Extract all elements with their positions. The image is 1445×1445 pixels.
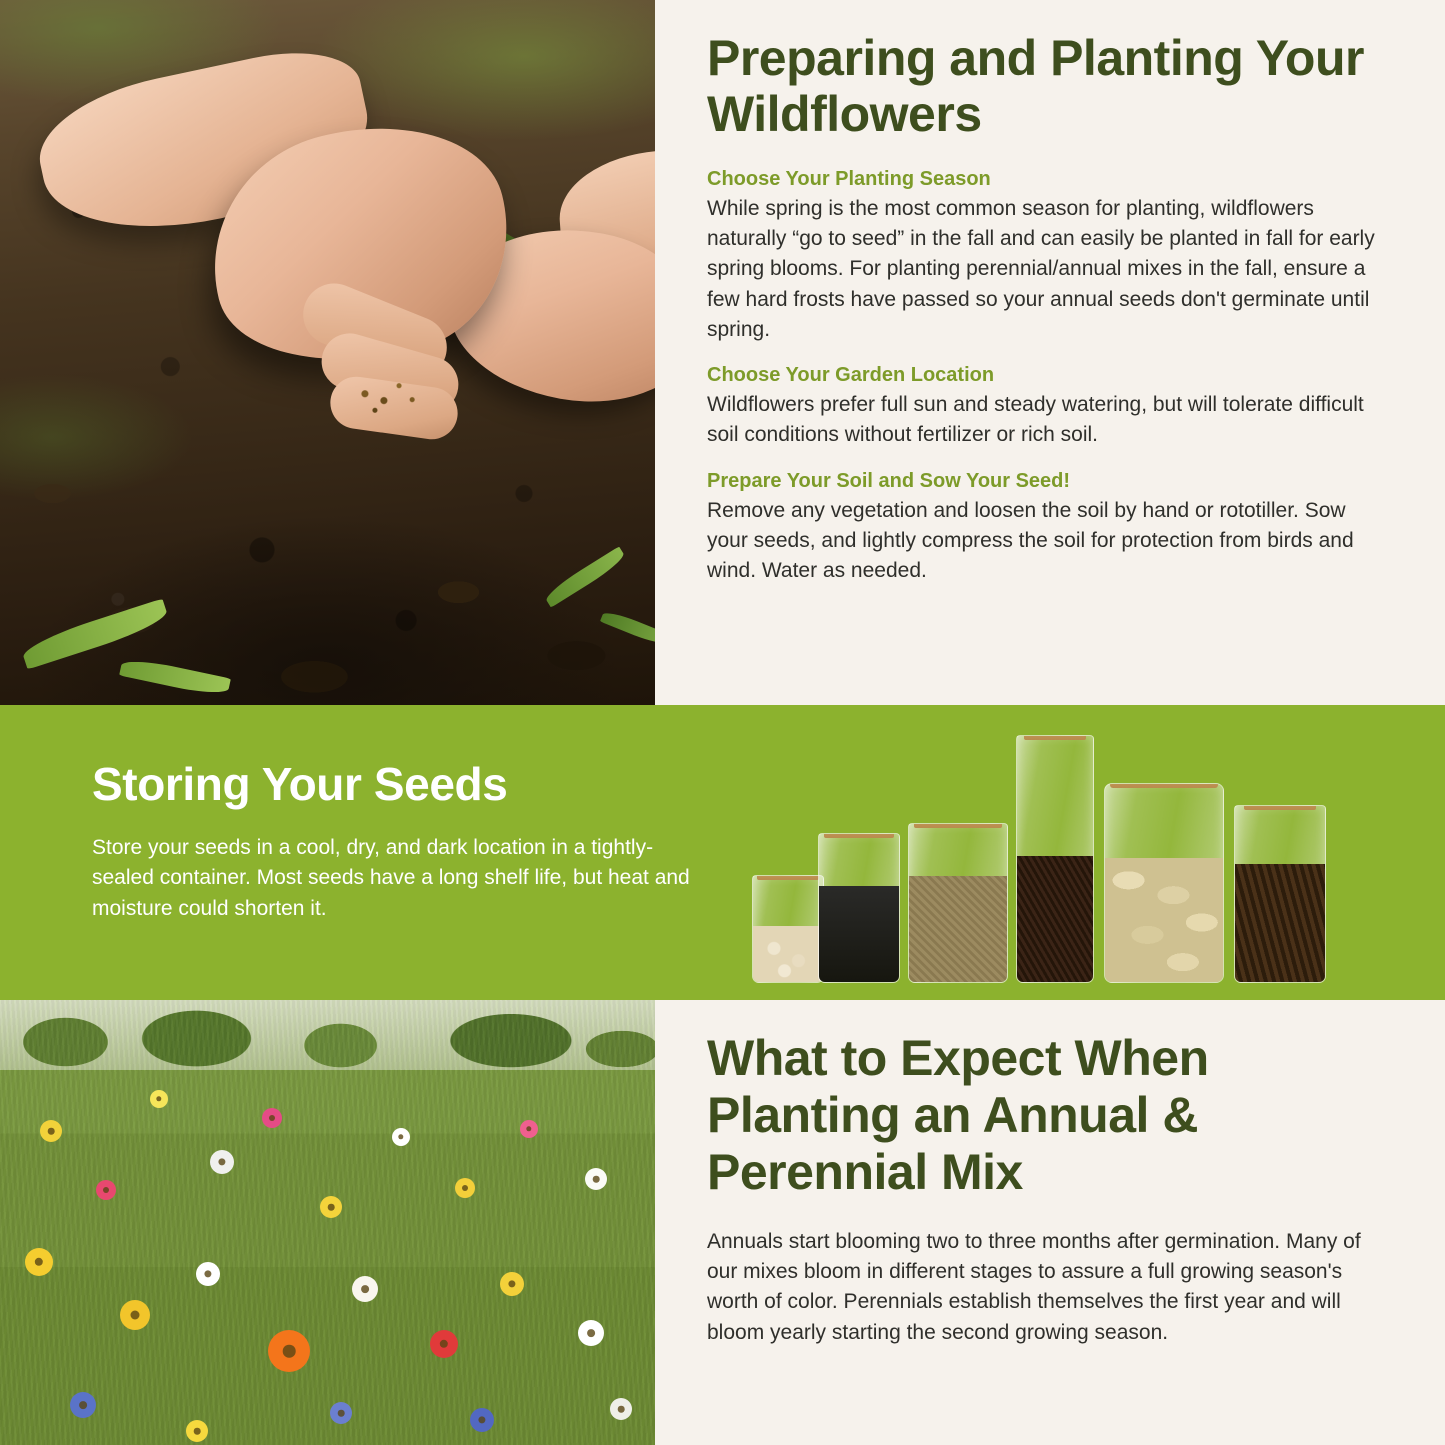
section1-title: Preparing and Planting Your Wildflowers <box>707 30 1364 142</box>
flower <box>330 1402 352 1424</box>
flower <box>25 1248 53 1276</box>
jar-contents <box>819 886 899 982</box>
section1-text-column <box>655 0 1445 705</box>
jar-contents <box>1235 864 1325 982</box>
flower <box>262 1108 282 1128</box>
seed-jar <box>752 875 824 983</box>
seed-jar <box>1104 783 1224 983</box>
cork-stopper <box>1244 805 1316 810</box>
paragraph-garden-location: Wildflowers prefer full sun and steady watering, but will tolerate difficult soil conditions without fertilizer or rich soil. <box>707 393 1364 447</box>
flower <box>70 1392 96 1418</box>
jar-contents <box>753 926 823 982</box>
flower <box>120 1300 150 1330</box>
cork-stopper <box>824 833 894 838</box>
section3-paragraph: Annuals start blooming two to three months after germination. Many of our mixes bloom in different stages to assure a full growing season's worth of color. Perennials establish themselves the first year and will bloom yearly starting the second growing season. <box>707 1230 1361 1344</box>
grass-texture <box>0 1000 655 1445</box>
flower <box>610 1398 632 1420</box>
section-what-to-expect <box>0 1000 1445 1445</box>
paragraph-planting-season: While spring is the most common season for planting, wildflowers naturally “go to seed” in the fall and can easily be planted in fall for early spring blooms. For planting perennial/annual mixes in the fall, ensure a few hard frosts have passed so your annual seeds don't germinate until spring. <box>707 197 1375 341</box>
jar-contents <box>909 876 1007 982</box>
flower <box>352 1276 378 1302</box>
flower <box>392 1128 410 1146</box>
seed-jar <box>818 833 900 983</box>
photo-seed-jars <box>740 705 1445 1000</box>
section3-title: What to Expect When Planting an Annual & Perennial Mix <box>707 1030 1209 1200</box>
cork-stopper <box>914 823 1002 828</box>
section2-text-column <box>0 705 740 1000</box>
flower <box>320 1196 342 1218</box>
section-preparing-planting <box>0 0 1445 705</box>
section-storing-seeds <box>0 705 1445 1000</box>
cork-stopper <box>1110 783 1218 788</box>
flower <box>520 1120 538 1138</box>
jar-contents <box>1017 856 1093 982</box>
paragraph-prepare-soil: Remove any vegetation and loosen the soil by hand or rototiller. Sow your seeds, and lightly compress the soil for protection from birds and wind. Water as needed. <box>707 498 1354 583</box>
flower <box>455 1178 475 1198</box>
subheading-prepare-soil: Prepare Your Soil and Sow Your Seed! <box>707 469 1071 492</box>
section2-paragraph: Store your seeds in a cool, dry, and dark location in a tightly-sealed container. Most seeds have a long shelf life, but heat and moisture could shorten it. <box>92 836 690 920</box>
cork-stopper <box>757 875 819 880</box>
flower <box>196 1262 220 1286</box>
photo-wildflower-meadow <box>0 1000 655 1445</box>
seed-jar <box>908 823 1008 983</box>
flower <box>210 1150 234 1174</box>
flower <box>40 1120 62 1142</box>
flower <box>268 1330 310 1372</box>
subheading-garden-location: Choose Your Garden Location <box>707 364 995 387</box>
flower <box>186 1420 208 1442</box>
flower <box>470 1408 494 1432</box>
section3-text-column <box>655 1000 1445 1445</box>
flower <box>430 1330 458 1358</box>
flower <box>500 1272 524 1296</box>
cork-stopper <box>1024 735 1086 740</box>
flower <box>578 1320 604 1346</box>
section2-title: Storing Your Seeds <box>92 758 508 810</box>
photo-hand-sowing-seeds <box>0 0 655 705</box>
subheading-planting-season: Choose Your Planting Season <box>707 168 991 190</box>
seed-jar <box>1234 805 1326 983</box>
jar-contents <box>1105 858 1223 982</box>
flower <box>96 1180 116 1200</box>
flower <box>150 1090 168 1108</box>
flower <box>585 1168 607 1190</box>
seed-jar <box>1016 735 1094 983</box>
